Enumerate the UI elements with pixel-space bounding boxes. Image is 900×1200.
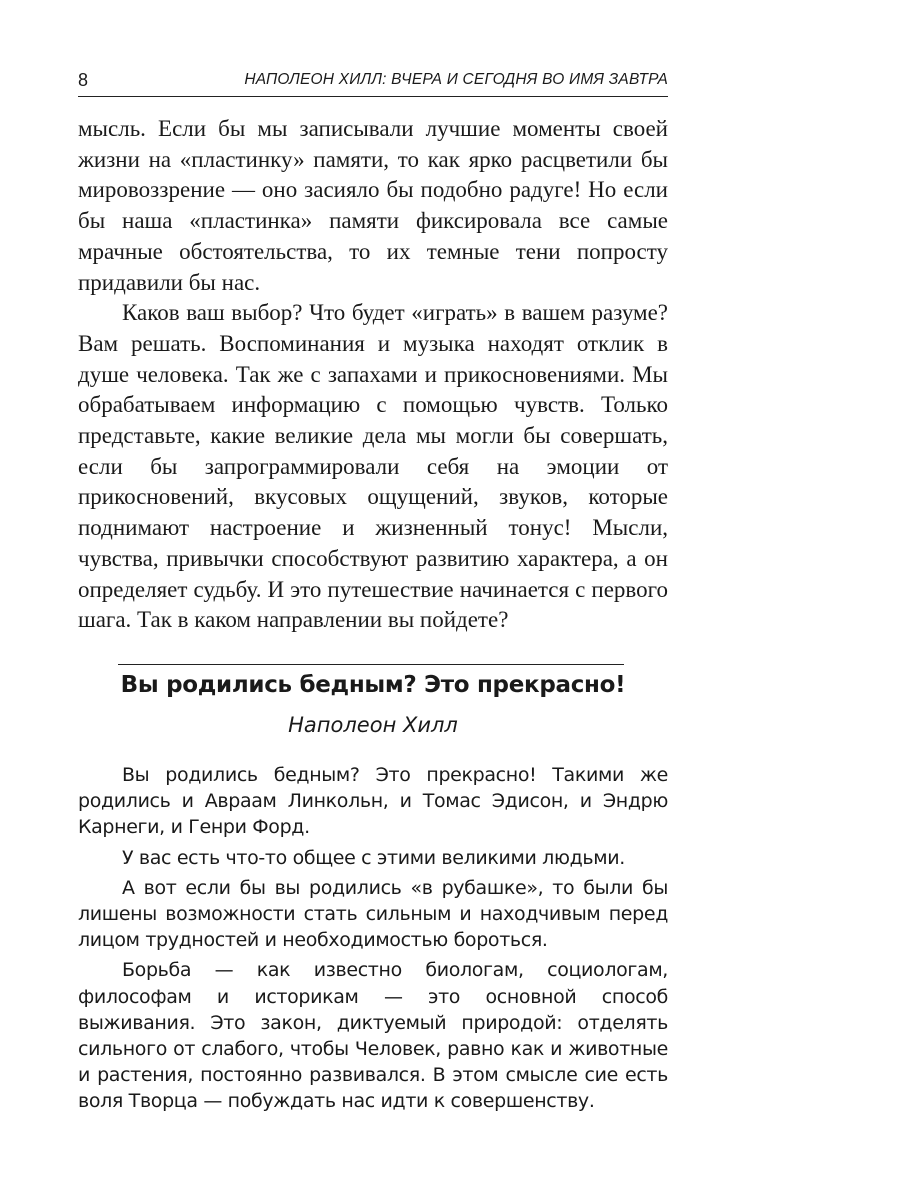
page-header (78, 62, 668, 97)
section-text (78, 762, 668, 1119)
section-title: Вы родились бедным? Это прекрасно! (120, 672, 626, 698)
section-divider (118, 664, 624, 665)
paragraph: У вас есть что-то общее с этими великими людьми. (122, 846, 625, 869)
paragraph: Вы родились бедным? Это прекрасно! Такими же родились и Авраам Линкольн, и Томас Эдисон, и Эндрю Карнеги, и Генри Форд. (78, 764, 668, 839)
section-author: Наполеон Хилл (288, 713, 458, 737)
paragraph: А вот если бы вы родились «в рубашке», то были бы лишены возможности стать сильным и находчивым перед лицом трудностей и необходимостью бороться. (78, 876, 668, 952)
paragraph: Каков ваш выбор? Что будет «играть» в вашем разуме? Вам решать. Воспоминания и музыка находят отклик в душе человека. Так же с запахами и прикосновениями. Мы обрабатываем информацию с помощью чувств. Только представьте, какие великие дела мы могли бы совершать, если бы запрограммировали себя на эмоции от прикосновений, вкусовых ощущений, звуков, которые поднимают настроение и жизненный тонус! Мысли, чувства, привычки способствуют развитию характера, а он определяет судьбу. И это путешествие начинается с первого шага. Так в каком направлении вы пойдете? (78, 300, 668, 633)
intro-text (78, 114, 668, 636)
paragraph: Борьба — как известно биологам, социологам, философам и историкам — это основной способ выживания. Это закон, диктуемый природой: отделять сильного от слабого, чтобы Человек, равно как и животные и растения, постоянно развивался. В этом смысле сие есть воля Творца — побуждать нас идти к совершенству. (78, 959, 668, 1113)
running-head: НАПОЛЕОН ХИЛЛ: ВЧЕРА И СЕГОДНЯ ВО ИМЯ ЗАВТРА (244, 71, 668, 88)
paragraph: мысль. Если бы мы записывали лучшие моменты своей жизни на «пластинку» памяти, то как ярко расцветили бы мировоззрение — оно засияло бы подобно радуге! Но если бы наша «пластинка» памяти фиксировала все самые мрачные обстоятельства, то их темные тени попросту придавили бы нас. (78, 116, 668, 295)
page-number: 8 (78, 70, 89, 90)
